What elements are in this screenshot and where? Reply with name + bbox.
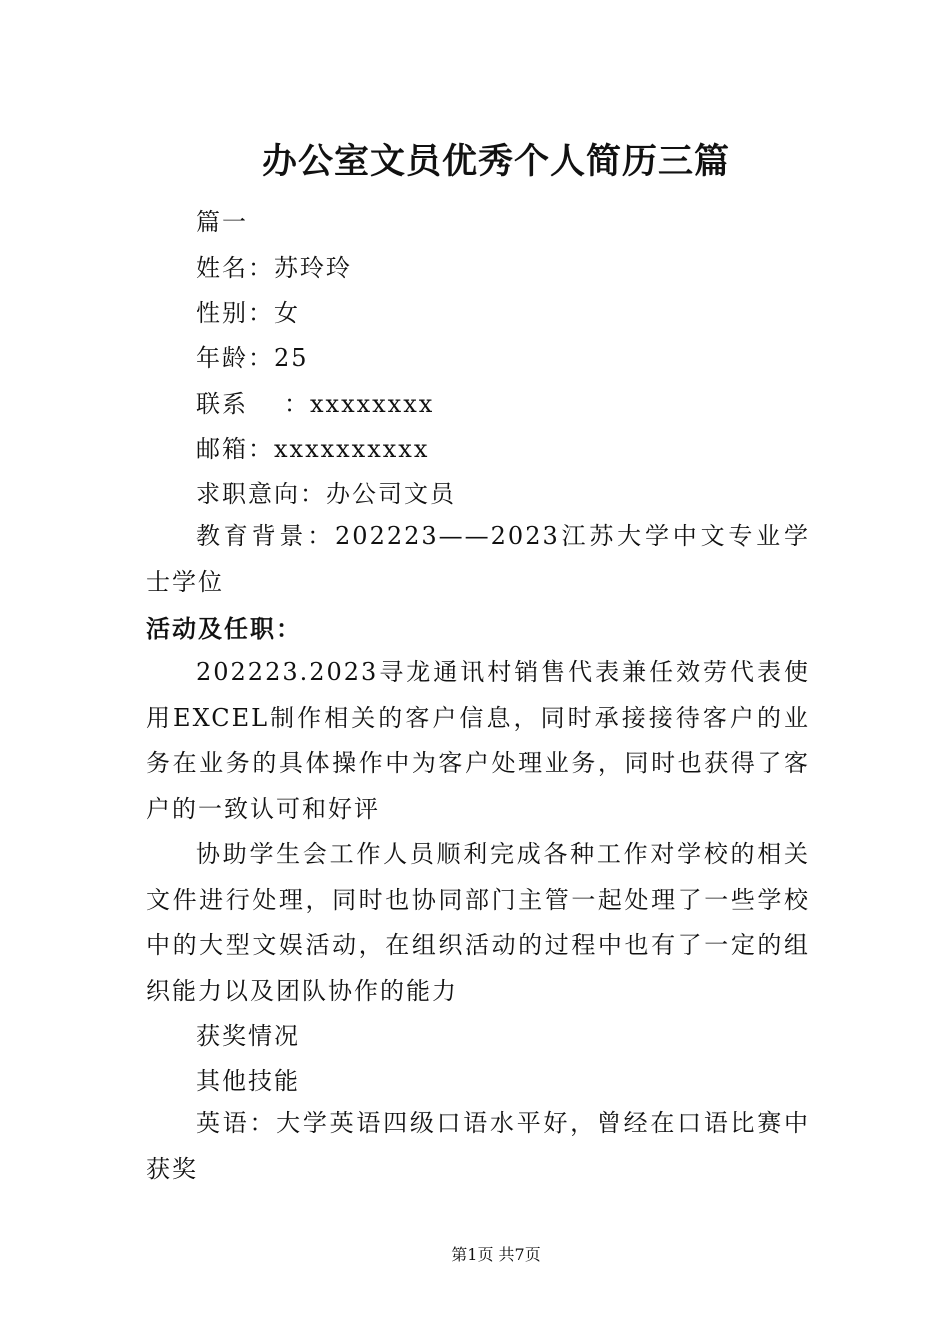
name-field: 姓名：苏玲玲 bbox=[196, 254, 352, 282]
awards-heading: 获奖情况 bbox=[196, 1022, 300, 1050]
contact-value: ：xxxxxxxx bbox=[284, 390, 435, 418]
part-label: 篇一 bbox=[196, 208, 248, 236]
contact-label: 联系 bbox=[196, 390, 248, 418]
activity-paragraph-1: 202223.2023寻龙通讯村销售代表兼任效劳代表使用EXCEL制作相关的客户信息，同时承接接待客户的业务在业务的具体操作中为客户处理业务，同时也获得了客户的一致认可和好评 bbox=[146, 658, 810, 823]
objective-field: 求职意向：办公司文员 bbox=[196, 480, 456, 508]
age-field: 年龄：25 bbox=[196, 344, 309, 372]
english-skill: 英语：大学英语四级口语水平好，曾经在口语比赛中获奖 bbox=[146, 1109, 810, 1183]
skills-heading: 其他技能 bbox=[196, 1067, 300, 1095]
email-field: 邮箱：xxxxxxxxxx bbox=[196, 435, 430, 463]
document-title: 办公室文员优秀个人简历三篇 bbox=[261, 141, 730, 182]
education-field: 教育背景：202223——2023江苏大学中文专业学士学位 bbox=[146, 522, 810, 596]
activities-heading: 活动及任职： bbox=[146, 614, 302, 643]
gender-field: 性别：女 bbox=[196, 299, 300, 327]
page-number: 第1页 共7页 bbox=[451, 1245, 541, 1264]
contact-field bbox=[196, 389, 434, 419]
activity-paragraph-2: 协助学生会工作人员顺利完成各种工作对学校的相关文件进行处理，同时也协同部门主管一起处理了一些学校中的大型文娱活动，在组织活动的过程中也有了一定的组织能力以及团队协作的能力 bbox=[146, 840, 810, 1005]
